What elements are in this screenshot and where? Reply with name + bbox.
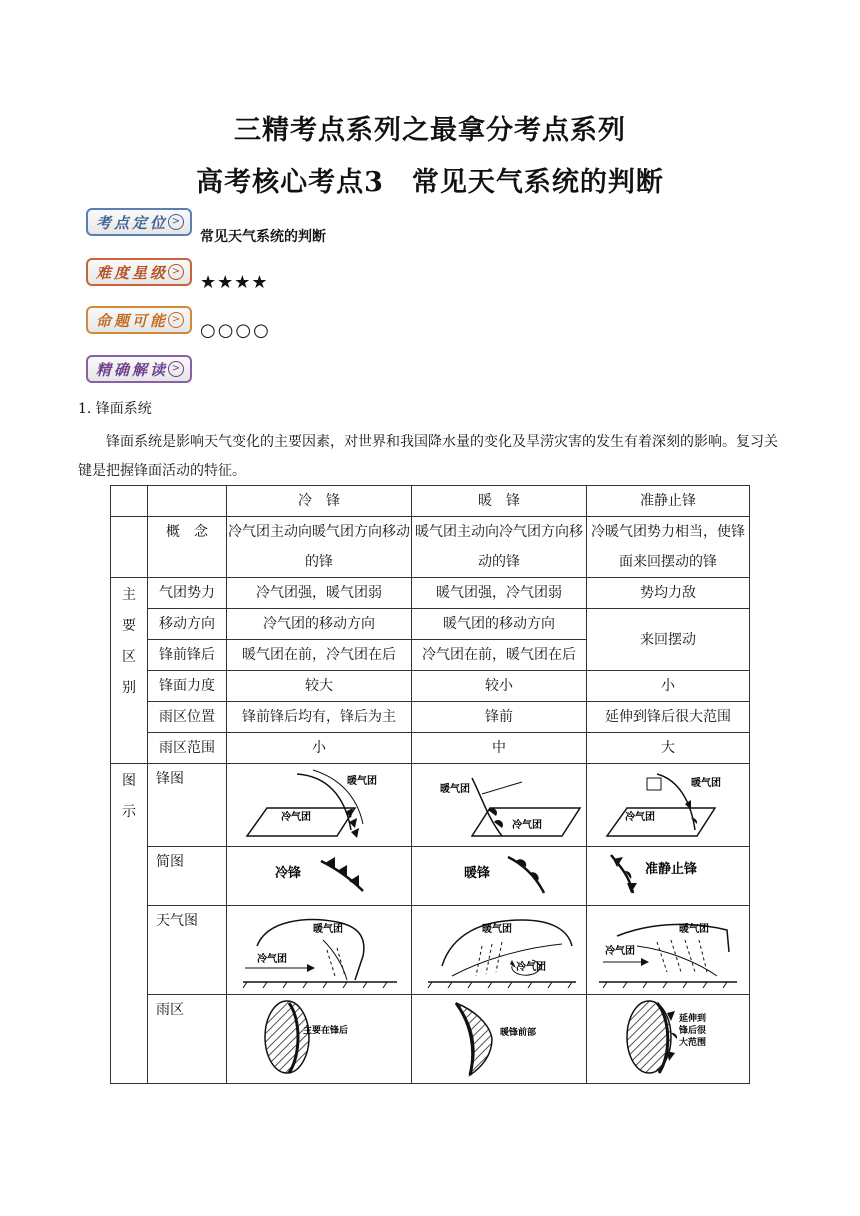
warm-front-rain-diagram xyxy=(412,995,587,1084)
svg-text:暖锋: 暖锋 xyxy=(464,866,491,881)
cell-cold: 小 xyxy=(227,733,412,764)
cell-warm: 中 xyxy=(412,733,587,764)
document-title: 三精考点系列之最拿分考点系列 xyxy=(234,115,626,146)
cell-warm: 锋前 xyxy=(412,702,587,733)
topic-value: 常见天气系统的判断 xyxy=(200,229,326,245)
stationary-front-weather-diagram xyxy=(587,906,750,995)
cold-front-diagram xyxy=(227,764,412,847)
stationary-front-symbol xyxy=(587,847,750,906)
svg-text:准静止锋: 准静止锋 xyxy=(645,862,698,877)
arrow-icon: > xyxy=(168,264,184,280)
row-label-rain-area: 雨区 xyxy=(148,995,227,1084)
svg-text:暖气团: 暖气团 xyxy=(679,924,709,935)
cell-cold: 锋前锋后均有，锋后为主 xyxy=(227,702,412,733)
concept-warm: 暖气团主动向冷气团方向移动的锋 xyxy=(412,517,587,578)
cell-stationary: 大 xyxy=(587,733,750,764)
svg-text:冷气团: 冷气团 xyxy=(605,946,635,957)
row-label: 气团势力 xyxy=(148,578,227,609)
svg-text:冷气团: 冷气团 xyxy=(512,820,542,831)
svg-text:暖锋前部: 暖锋前部 xyxy=(500,1028,537,1038)
badge-interpretation: 精确解读 > xyxy=(86,355,192,383)
header-cold-front: 冷 锋 xyxy=(227,486,412,517)
badge-possibility: 命题可能 > xyxy=(86,306,192,334)
cold-front-weather-diagram xyxy=(227,906,412,995)
svg-text:冷气团: 冷气团 xyxy=(257,954,287,965)
svg-text:冷气团: 冷气团 xyxy=(516,962,546,973)
document-subtitle: 高考核心考点3 常见天气系统的判断 xyxy=(196,167,664,198)
svg-text:冷锋: 冷锋 xyxy=(275,866,302,881)
front-comparison-table xyxy=(110,485,750,1084)
section-paragraph: 锋面系统是影响天气变化的主要因素，对世界和我国降水量的变化及旱涝灾害的发生有着深刻的影响。复习关键是把握锋面活动的特征。 xyxy=(78,434,778,479)
group-label-diagrams: 图 示 xyxy=(111,764,148,1084)
arrow-icon: > xyxy=(168,312,184,328)
cell-stationary: 延伸到锋后很大范围 xyxy=(587,702,750,733)
cell-warm: 暖气团强，冷气团弱 xyxy=(412,578,587,609)
cell-stationary: 来回摆动 xyxy=(587,609,750,671)
svg-text:暖气团: 暖气团 xyxy=(347,776,377,787)
group-label-main-differences: 主 要 区 别 xyxy=(111,578,148,764)
concept-cold: 冷气团主动向暖气团方向移动的锋 xyxy=(227,517,412,578)
difficulty-stars: ★★★★ xyxy=(200,272,269,293)
row-label-weather-map: 天气图 xyxy=(148,906,227,995)
row-label: 雨区范围 xyxy=(148,733,227,764)
cell-stationary: 小 xyxy=(587,671,750,702)
cold-front-symbol xyxy=(227,847,412,906)
row-label: 锋面力度 xyxy=(148,671,227,702)
badge-topic: 考点定位 > xyxy=(86,208,192,236)
row-label: 雨区位置 xyxy=(148,702,227,733)
arrow-icon: > xyxy=(168,214,184,230)
header-stationary-front: 准静止锋 xyxy=(587,486,750,517)
stationary-front-rain-diagram xyxy=(587,995,750,1084)
svg-text:暖气团: 暖气团 xyxy=(691,778,721,789)
svg-text:冷气团: 冷气团 xyxy=(281,812,311,823)
cell-warm: 冷气团在前，暖气团在后 xyxy=(412,640,587,671)
section-heading: 1. 锋面系统 xyxy=(78,401,152,417)
svg-text:暖气团: 暖气团 xyxy=(440,784,470,795)
cell-stationary: 势均力敌 xyxy=(587,578,750,609)
cell-warm: 较小 xyxy=(412,671,587,702)
svg-text:冷气团: 冷气团 xyxy=(625,812,655,823)
cell-warm: 暖气团的移动方向 xyxy=(412,609,587,640)
stationary-front-diagram xyxy=(587,764,750,847)
svg-text:暖气团: 暖气团 xyxy=(482,924,512,935)
possibility-circles: ○○○○ xyxy=(200,320,271,341)
warm-front-diagram xyxy=(412,764,587,847)
concept-stationary: 冷暖气团势力相当，使锋面来回摆动的锋 xyxy=(587,517,750,578)
warm-front-symbol xyxy=(412,847,587,906)
svg-text:暖气团: 暖气团 xyxy=(313,924,343,935)
cold-front-rain-diagram xyxy=(227,995,412,1084)
row-label-concept: 概 念 xyxy=(148,517,227,578)
row-label: 移动方向 xyxy=(148,609,227,640)
warm-front-weather-diagram xyxy=(412,906,587,995)
cell-cold: 冷气团强，暖气团弱 xyxy=(227,578,412,609)
row-label-front-diagram: 锋图 xyxy=(148,764,227,847)
header-warm-front: 暖 锋 xyxy=(412,486,587,517)
svg-text:主要在锋后: 主要在锋后 xyxy=(303,1026,349,1036)
cell-cold: 暖气团在前，冷气团在后 xyxy=(227,640,412,671)
cell-cold: 冷气团的移动方向 xyxy=(227,609,412,640)
badge-difficulty: 难度星级 > xyxy=(86,258,192,286)
cell-cold: 较大 xyxy=(227,671,412,702)
arrow-icon: > xyxy=(168,361,184,377)
svg-text:延伸到锋后很大范围: 延伸到锋后很大范围 xyxy=(679,1014,707,1048)
row-label-simple-diagram: 简图 xyxy=(148,847,227,906)
row-label: 锋前锋后 xyxy=(148,640,227,671)
